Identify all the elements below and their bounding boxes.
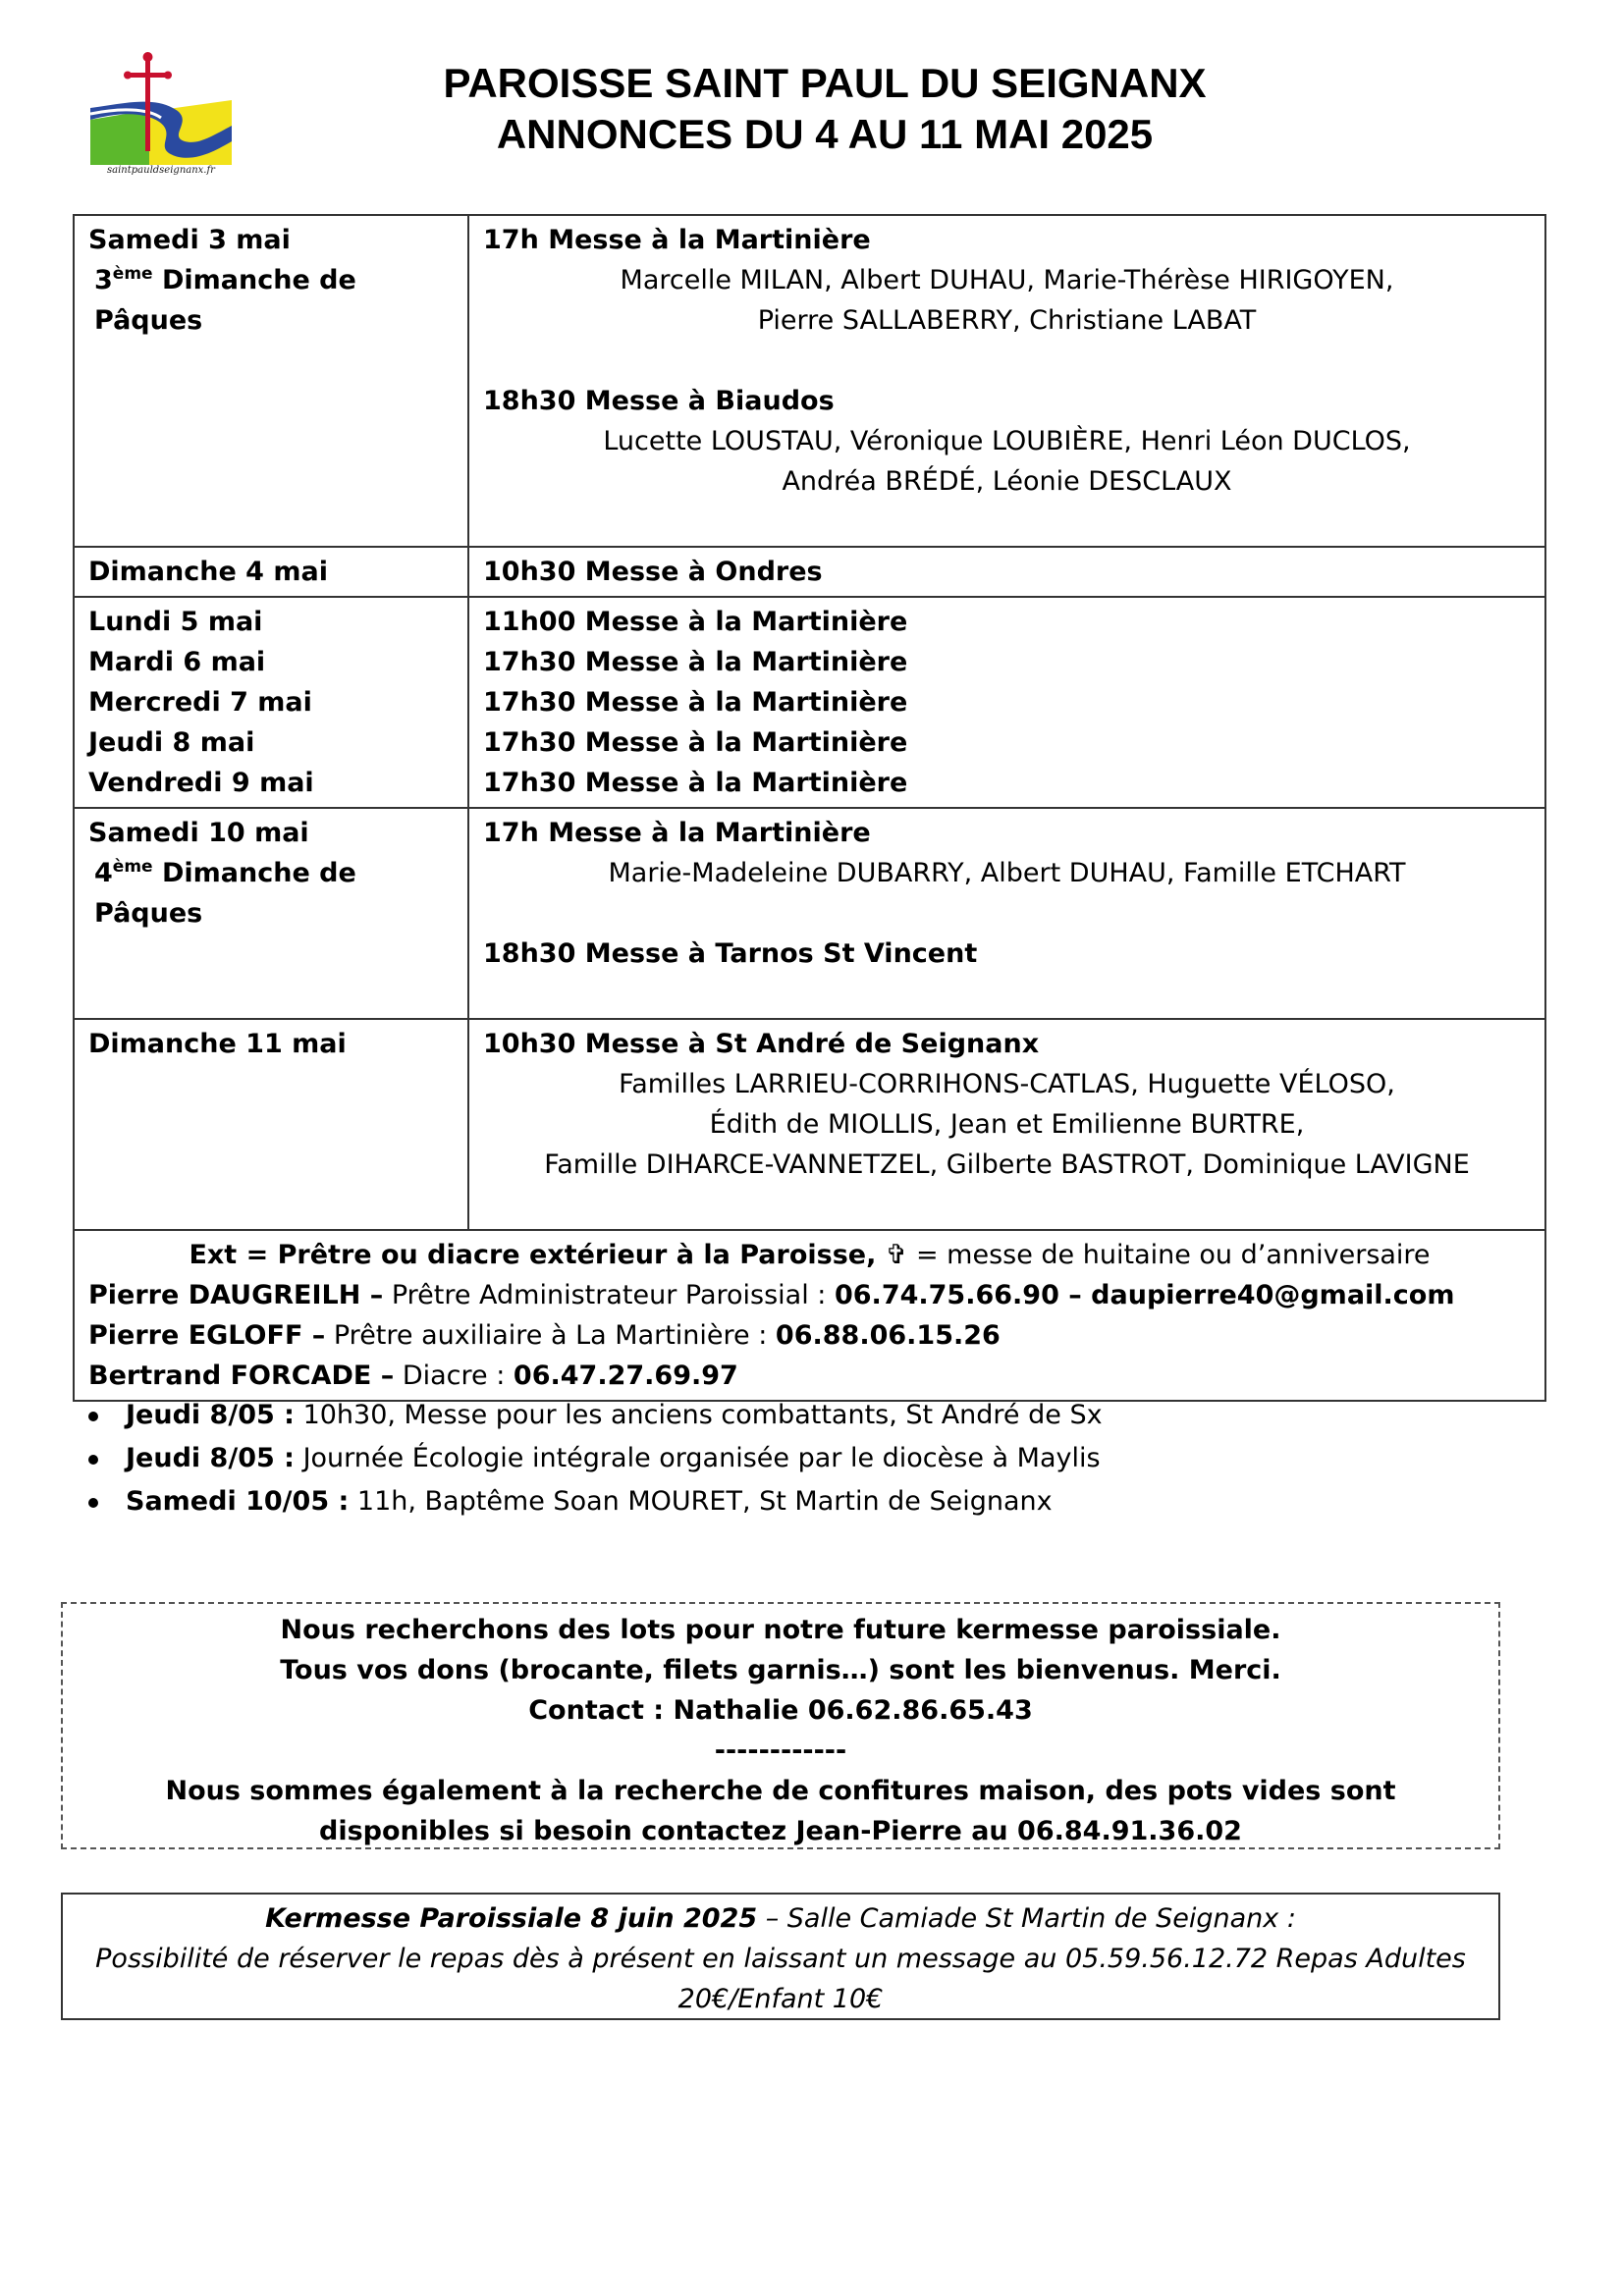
liturgical-day: 3ème Dimanche de Pâques bbox=[94, 264, 356, 336]
table-row bbox=[74, 597, 1545, 808]
mass-title: 18h30 Messe à Tarnos St Vincent bbox=[483, 938, 978, 969]
mass-title: 17h30 Messe à la Martinière bbox=[483, 768, 908, 798]
intentions: Marcelle MILAN, Albert DUHAU, Marie-Thérèse HIRIGOYEN, bbox=[620, 265, 1394, 295]
day-cell bbox=[74, 808, 468, 1019]
mass-cell bbox=[468, 808, 1545, 1019]
table-row bbox=[74, 547, 1545, 597]
liturgical-day: 4ème Dimanche de Pâques bbox=[94, 857, 356, 929]
mass-title: 17h30 Messe à la Martinière bbox=[483, 647, 908, 677]
intentions: Marie-Madeleine DUBARRY, Albert DUHAU, Famille ETCHART bbox=[608, 858, 1406, 888]
day-label: Dimanche 11 mai bbox=[88, 1029, 347, 1059]
meal-body: Possibilité de réserver le repas dès à présent en laissant un message au 05.59.56.12.72 Repas Adultes 20€/Enfant 10€ bbox=[95, 1944, 1466, 2014]
cross-river-icon bbox=[90, 51, 232, 165]
page-title: PAROISSE SAINT PAUL DU SEIGNANX bbox=[443, 60, 1207, 106]
table-row bbox=[74, 215, 1545, 547]
day-label: Samedi 3 mai bbox=[88, 225, 291, 255]
day-label: Samedi 10 mai bbox=[88, 818, 309, 848]
mass-title: 17h30 Messe à la Martinière bbox=[483, 687, 908, 718]
mass-cell bbox=[468, 1019, 1545, 1230]
mass-title: 10h30 Messe à St André de Seignanx bbox=[483, 1029, 1040, 1059]
mass-title: 17h Messe à la Martinière bbox=[483, 225, 871, 255]
contacts-cell bbox=[74, 1230, 1545, 1401]
day-label: Vendredi 9 mai bbox=[88, 768, 314, 798]
day-cell bbox=[74, 597, 468, 808]
intentions: Andréa BRÉDÉ, Léonie DESCLAUX bbox=[782, 466, 1232, 497]
table-row bbox=[74, 1019, 1545, 1230]
appeal-contact: Contact : Nathalie 06.62.86.65.43 bbox=[528, 1695, 1033, 1726]
list-item: Jeudi 8/05 : 10h30, Messe pour les anciens combattants, St André de Sx bbox=[88, 1394, 1103, 1437]
list-item: Samedi 10/05 : 11h, Baptême Soan MOURET, St Martin de Seignanx bbox=[88, 1480, 1103, 1523]
contact-line: Bertrand FORCADE – Diacre : 06.47.27.69.97 bbox=[88, 1361, 738, 1391]
parish-logo bbox=[90, 51, 232, 187]
mass-cell bbox=[468, 597, 1545, 808]
schedule-table bbox=[73, 214, 1546, 1402]
contact-line: Pierre EGLOFF – Prêtre auxiliaire à La Martinière : 06.88.06.15.26 bbox=[88, 1320, 1001, 1351]
intentions: Famille DIHARCE-VANNETZEL, Gilberte BASTROT, Dominique LAVIGNE bbox=[544, 1149, 1470, 1180]
intentions: Familles LARRIEU-CORRIHONS-CATLAS, Huguette VÉLOSO, bbox=[619, 1069, 1395, 1099]
bullet-icon bbox=[88, 1498, 98, 1508]
announcement-list bbox=[88, 1394, 1103, 1523]
kermesse-appeal-box bbox=[61, 1602, 1500, 1849]
day-cell bbox=[74, 1019, 468, 1230]
appeal-line: Nous recherchons des lots pour notre future kermesse paroissiale. bbox=[280, 1615, 1281, 1645]
appeal-line: Nous sommes également à la recherche de confitures maison, des pots vides sont disponibles si besoin contactez Jean-Pierre au 06.84.91.36.02 bbox=[165, 1776, 1396, 1846]
kermesse-meal-box bbox=[61, 1893, 1500, 2020]
meal-title: Kermesse Paroissiale 8 juin 2025 – Salle Camiade St Martin de Seignanx : bbox=[265, 1903, 1296, 1934]
day-label: Jeudi 8 mai bbox=[88, 727, 255, 758]
logo-url: saintpauldseignanx.fr bbox=[107, 165, 215, 176]
intentions: Édith de MIOLLIS, Jean et Emilienne BURTRE, bbox=[709, 1109, 1305, 1140]
day-label: Dimanche 4 mai bbox=[88, 557, 328, 587]
bullet-icon bbox=[88, 1412, 98, 1421]
mass-title: 11h00 Messe à la Martinière bbox=[483, 607, 908, 637]
page-subtitle: ANNONCES DU 4 AU 11 MAI 2025 bbox=[496, 111, 1154, 157]
day-cell bbox=[74, 547, 468, 597]
legend: Ext = Prêtre ou diacre extérieur à la Paroisse, ✞ = messe de huitaine ou d’anniversaire bbox=[189, 1240, 1431, 1270]
mass-title: 17h Messe à la Martinière bbox=[483, 818, 871, 848]
separator: ------------ bbox=[714, 1735, 847, 1766]
day-cell bbox=[74, 215, 468, 547]
day-label: Lundi 5 mai bbox=[88, 607, 263, 637]
mass-title: 18h30 Messe à Biaudos bbox=[483, 386, 835, 416]
intentions: Lucette LOUSTAU, Véronique LOUBIÈRE, Henri Léon DUCLOS, bbox=[603, 426, 1411, 456]
bullet-icon bbox=[88, 1455, 98, 1465]
intentions: Pierre SALLABERRY, Christiane LABAT bbox=[757, 305, 1257, 336]
appeal-line: Tous vos dons (brocante, filets garnis…) sont les bienvenus. Merci. bbox=[280, 1655, 1281, 1685]
cross-icon: ✞ bbox=[885, 1240, 908, 1270]
mass-cell bbox=[468, 547, 1545, 597]
day-label: Mercredi 7 mai bbox=[88, 687, 312, 718]
contact-line: Pierre DAUGREILH – Prêtre Administrateur Paroissial : 06.74.75.66.90 – daupierre40@gmail.com bbox=[88, 1280, 1455, 1310]
day-label: Mardi 6 mai bbox=[88, 647, 266, 677]
list-item: Jeudi 8/05 : Journée Écologie intégrale organisée par le diocèse à Maylis bbox=[88, 1437, 1103, 1480]
table-row bbox=[74, 1230, 1545, 1401]
mass-title: 10h30 Messe à Ondres bbox=[483, 557, 823, 587]
mass-cell bbox=[468, 215, 1545, 547]
mass-title: 17h30 Messe à la Martinière bbox=[483, 727, 908, 758]
table-row bbox=[74, 808, 1545, 1019]
